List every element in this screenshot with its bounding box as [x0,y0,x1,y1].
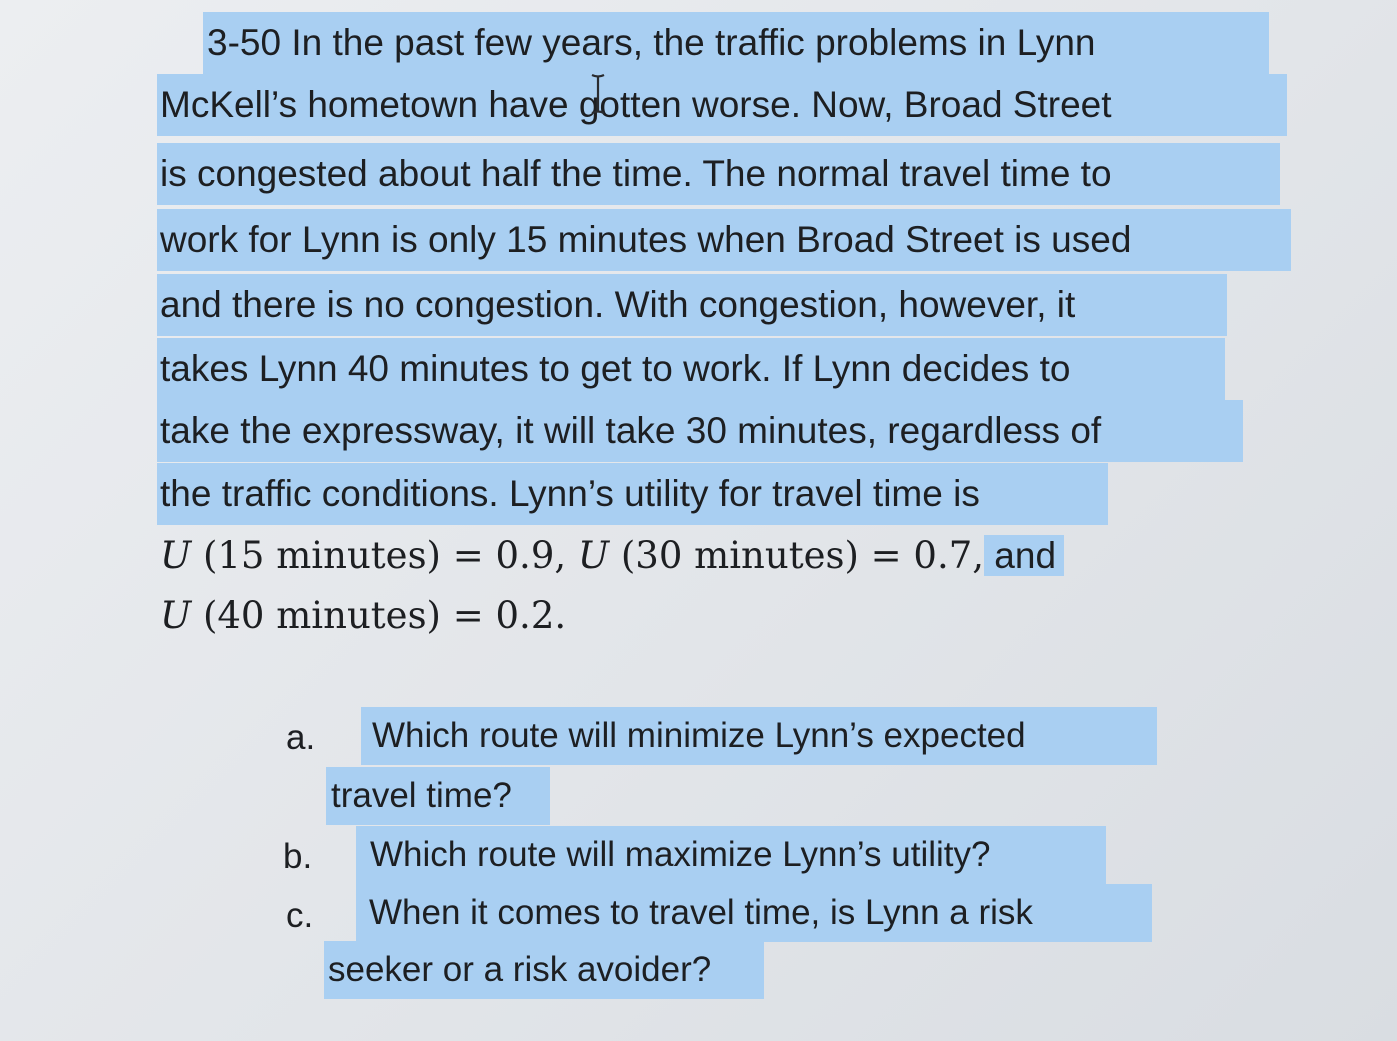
question-a-marker: a. [286,718,316,757]
i-beam-cursor-icon [590,74,606,114]
question-c-line-1: When it comes to travel time, is Lynn a risk [356,884,1152,942]
question-a-line-1: Which route will minimize Lynn’s expected [361,707,1157,765]
problem-line-3: is congested about half the time. The normal travel time to [157,143,1280,205]
question-b-marker: b. [283,837,313,876]
utility-equation-2: U (40 minutes) = 0.2. [160,594,567,637]
utility-equation-line-1 [157,525,1064,587]
problem-line-5: and there is no congestion. With congestion, however, it [157,274,1227,336]
question-c-marker: c. [286,896,314,935]
problem-line-1: 3-50 In the past few years, the traffic problems in Lynn [203,12,1269,74]
utility-equation-1-tail: and [984,535,1064,576]
question-a-line-2: travel time? [326,767,550,825]
problem-line-8: the traffic conditions. Lynn’s utility for travel time is [157,463,1108,525]
problem-line-2: McKell’s hometown have gotten worse. Now, Broad Street [157,74,1287,136]
problem-line-7: take the expressway, it will take 30 minutes, regardless of [157,400,1243,462]
utility-equation-1: U (15 minutes) = 0.9, U (30 minutes) = 0.7, [160,534,985,577]
question-b-line-1: Which route will maximize Lynn’s utility? [356,826,1106,884]
question-c-line-2: seeker or a risk avoider? [324,941,764,999]
problem-line-4: work for Lynn is only 15 minutes when Broad Street is used [157,209,1291,271]
problem-line-6: takes Lynn 40 minutes to get to work. If Lynn decides to [157,338,1225,400]
utility-equation-line-2 [157,585,566,647]
